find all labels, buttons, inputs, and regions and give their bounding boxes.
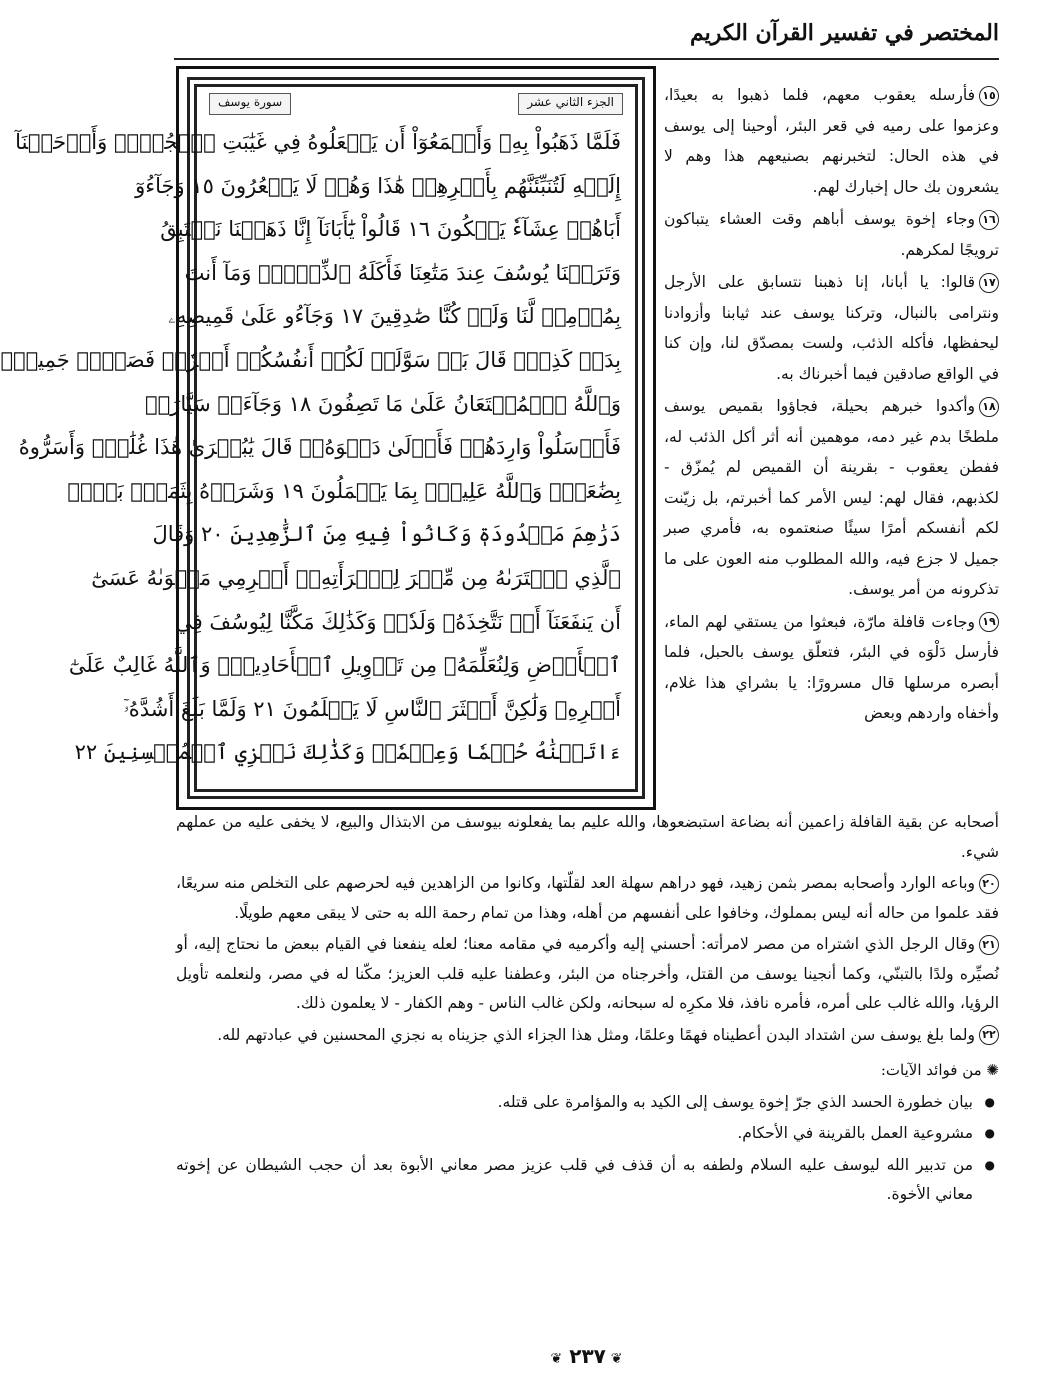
- page-header: [174, 14, 999, 60]
- quran-frame-inner: [0, 77, 645, 799]
- quran-line: ٱلَّذِي ٱشۡتَرَىٰهُ مِن مِّصۡرَ لِٱمۡرَأَتِهِۦٓ أَكۡرِمِي مَثۡوَىٰهُ عَسَىٰٓ: [91, 565, 621, 590]
- footer-ornament-icon: ❦: [605, 1351, 623, 1367]
- quran-line: وَٱللَّهُ ٱلۡمُسۡتَعَانُ عَلَىٰ مَا تَصِفُونَ ١٨ وَجَآءَتۡ سَيَّارَةٞ: [145, 391, 621, 416]
- page-number: ٢٣٧: [569, 1344, 606, 1368]
- benefit-item: ● مشروعية العمل بالقرينة في الأحكام.: [176, 1119, 999, 1149]
- tafsir-paragraph: [664, 267, 999, 389]
- tafsir-text: وجاء إخوة يوسف أباهم وقت العشاء يتباكون ترويجًا لمكرهم.: [664, 210, 999, 259]
- quran-line: فَلَمَّا ذَهَبُواْ بِهِۦ وَأَجۡمَعُوٓاْ أَن يَجۡعَلُوهُ فِي غَيَٰبَتِ ٱلۡجُبِّۚ وَأَوۡحَيۡنَآ: [15, 130, 621, 154]
- quran-line: ءَاتَيۡنَٰهُ حُكۡمٗا وَعِلۡمٗاۚ وَكَذَٰلِكَ نَجۡزِي ٱلۡمُحۡسِنِينَ ٢٢: [74, 740, 621, 765]
- tafsir-side-column: [664, 80, 999, 731]
- benefits-heading: ✺ من فوائد الآيات:: [880, 1061, 999, 1079]
- tafsir-paragraph: [176, 930, 999, 1019]
- benefits-icon: ✺: [981, 1061, 999, 1079]
- verse-number-icon: ١٦: [979, 210, 999, 230]
- tafsir-text: ولما بلغ يوسف سن اشتداد البدن أعطيناه فهمًا وعلمًا، ومثل هذا الجزاء الذي جزيناه به نجزي المحسنين في عبادتهم لله.: [217, 1025, 975, 1044]
- tafsir-paragraph: [664, 607, 999, 729]
- benefit-item: ● من تدبير الله ليوسف عليه السلام ولطفه به أن قذف في قلب عزيز مصر معاني الأبوة بعد أن حجب الشيطان عن إخوته معاني الأخوة.: [176, 1151, 999, 1210]
- benefit-item: ● بيان خطورة الحسد الذي جرّ إخوة يوسف إلى الكيد به والمؤامرة على قتله.: [176, 1088, 999, 1118]
- tafsir-text: وأكدوا خبرهم بحيلة، فجاؤوا بقميص يوسف ملطخًا بدم غير دمه، موهمين أنه أثر أكل الذئب له، ففطن يعقوب - بقرينة أن القميص لم يُمزّق - لكذبهم، فقال لهم: ليس الأمر كما أخبرتم، بل زيّنت لكم أنفسكم أمرًا سيئًا صنعتموه به، فأمري صبر جميل لا جزع فيه، والله المطلوب منه العون على ما تذكرونه من أمر يوسف.: [664, 397, 999, 598]
- tafsir-paragraph: [176, 808, 999, 867]
- verse-number-icon: ١٨: [979, 397, 999, 417]
- tafsir-text: أصحابه عن بقية القافلة زاعمين أنه بضاعة استبضعوها، والله عليم بما يفعلونه بيوسف من الابتذال والبيع، لا يخفى عليه من عملهم شيء.: [176, 813, 999, 861]
- quran-line: بِدَمٖ كَذِبٖۚ قَالَ بَلۡ سَوَّلَتۡ لَكُمۡ أَنفُسُكُمۡ أَمۡرٗاۖ فَصَبۡرٞ جَمِيلٞۖ: [0, 347, 621, 372]
- quran-line: بِمُؤۡمِنٖ لَّنَا وَلَوۡ كُنَّا صَٰدِقِينَ ١٧ وَجَآءُو عَلَىٰ قَمِيصِهِۦ: [168, 304, 621, 329]
- quran-line: فَأَرۡسَلُواْ وَارِدَهُمۡ فَأَدۡلَىٰ دَلۡوَهُۥۖ قَالَ يَٰبُشۡرَىٰ هَٰذَا غُلَٰمٞۚ وَأَسَرُّوهُ: [18, 435, 621, 460]
- book-title: المختصر في تفسير القرآن الكريم: [690, 20, 999, 46]
- tafsir-text: وقال الرجل الذي اشتراه من مصر لامرأته: أحسني إليه وأكرميه في مقامه معنا؛ لعله ينفعنا في القيام ببعض ما نحتاج إليه، أو نُصيِّره ولدًا بالتبنّي، وكما أنجينا يوسف من القتل، وأخرجناه من البئر، وعطفنا عليه قلب العزيز؛ مكّنا له في مصر، ولنعلمه تأويل الرؤيا، والله غالب على أمره، فأمره نافذ، فلا مكرِه له سبحانه، ولكن غالب الناس - وهم الكفار - لا يعلمون ذلك.: [176, 935, 999, 1012]
- juz-label: الجزء الثاني عشر: [518, 93, 623, 115]
- surah-label: سورة يوسف: [209, 93, 291, 115]
- quran-frame: [0, 66, 656, 810]
- tafsir-paragraph: [664, 80, 999, 202]
- page-footer: [114, 1344, 1059, 1368]
- tafsir-paragraph: [176, 1021, 999, 1051]
- quran-line: أَمۡرِهِۦ وَلَٰكِنَّ أَكۡثَرَ ٱلنَّاسِ لَا يَعۡلَمُونَ ٢١ وَلَمَّا بَلَغَ أَشُدَّهُۥٓ: [123, 696, 621, 721]
- quran-line: إِلَيۡهِ لَتُنَبِّئَنَّهُم بِأَمۡرِهِمۡ هَٰذَا وَهُمۡ لَا يَشۡعُرُونَ ١٥ وَجَآءُوٓ: [135, 173, 621, 198]
- tafsir-paragraph: [176, 869, 999, 928]
- tafsir-text: فأرسله يعقوب معهم، فلما ذهبوا به بعيدًا، وعزموا على رميه في قعر البئر، أوحينا إلى يوسف في هذه الحال: لتخبرنهم بصنيعهم هذا وهم لا يشعرون بك حال إخبارك لهم.: [664, 86, 999, 196]
- quran-line: ٱلۡأَرۡضِ وَلِنُعَلِّمَهُۥ مِن تَأۡوِيلِ ٱلۡأَحَادِيثِۚ وَٱللَّهُ غَالِبٌ عَلَىٰٓ: [68, 653, 621, 678]
- quran-line: أَبَاهُمۡ عِشَآءٗ يَبۡكُونَ ١٦ قَالُواْ يَٰٓأَبَانَآ إِنَّا ذَهَبۡنَا نَسۡتَبِقُ: [160, 217, 621, 242]
- tafsir-text: قالوا: يا أبانا، إنا ذهبنا نتسابق على الأرجل ونترامى بالنبال، وتركنا يوسف عند ثيابنا وأزوادنا ليحفظها، فأكله الذئب، ولست بمصدّق لنا، وإن كنا في الواقع صادقين فيما أخبرناك به.: [664, 273, 999, 383]
- verse-number-icon: ١٥: [979, 86, 999, 106]
- quran-labels: [209, 93, 623, 115]
- quran-line: دَرَٰهِمَ مَعۡدُودَةٖ وَكَانُواْ فِيهِ مِنَ ٱلزَّٰهِدِينَ ٢٠ وَقَالَ: [152, 522, 621, 547]
- tafsir-text: وباعه الوارد وأصحابه بمصر بثمن زهيد، فهو دراهم سهلة العد لقلّتها، وكانوا من الزاهدين فيه لحرصهم على التخلص منه سريعًا، فقد علموا من حاله أنه ليس بمملوك، وخافوا على أنفسهم من أهله، وهذا من تمام رحمة الله به حتى لا يبقى معهم طويلًا.: [176, 874, 999, 922]
- quran-line: وَتَرَكۡنَا يُوسُفَ عِندَ مَتَٰعِنَا فَأَكَلَهُ ٱلذِّئۡبُۖ وَمَآ أَنتَ: [184, 260, 621, 285]
- verse-number-icon: ٢٢: [979, 1025, 999, 1045]
- tafsir-paragraph: [664, 204, 999, 265]
- quran-line: أَن يَنفَعَنَآ أَوۡ نَتَّخِذَهُۥ وَلَدٗاۚ وَكَذَٰلِكَ مَكَّنَّا لِيُوسُفَ فِي: [175, 609, 621, 634]
- tafsir-text: وجاءت قافلة مارّة، فبعثوا من يستقي لهم الماء، فأرسل دَلْوَه في البئر، فتعلّق يوسف بالحبل، فلما أبصره مرسلها قال مسرورًا: يا بشراي هذا غلام، وأخفاه واردهم وبعض: [664, 612, 999, 722]
- footer-ornament-icon: ❦: [550, 1351, 563, 1367]
- quran-text: [0, 121, 621, 775]
- verse-number-icon: ٢٠: [979, 874, 999, 894]
- verse-number-icon: ١٩: [979, 612, 999, 632]
- tafsir-full-width: [176, 808, 999, 1210]
- verse-number-icon: ١٧: [979, 273, 999, 293]
- benefits-list: [176, 1088, 999, 1210]
- verse-number-icon: ٢١: [979, 935, 999, 955]
- tafsir-paragraph: [664, 391, 999, 605]
- header-rule: [174, 58, 999, 60]
- quran-line: بِضَٰعَةٗۚ وَٱللَّهُ عَلِيمُۢ بِمَا يَعۡمَلُونَ ١٩ وَشَرَوۡهُ بِثَمَنِۭ بَخۡسٖ: [67, 478, 621, 503]
